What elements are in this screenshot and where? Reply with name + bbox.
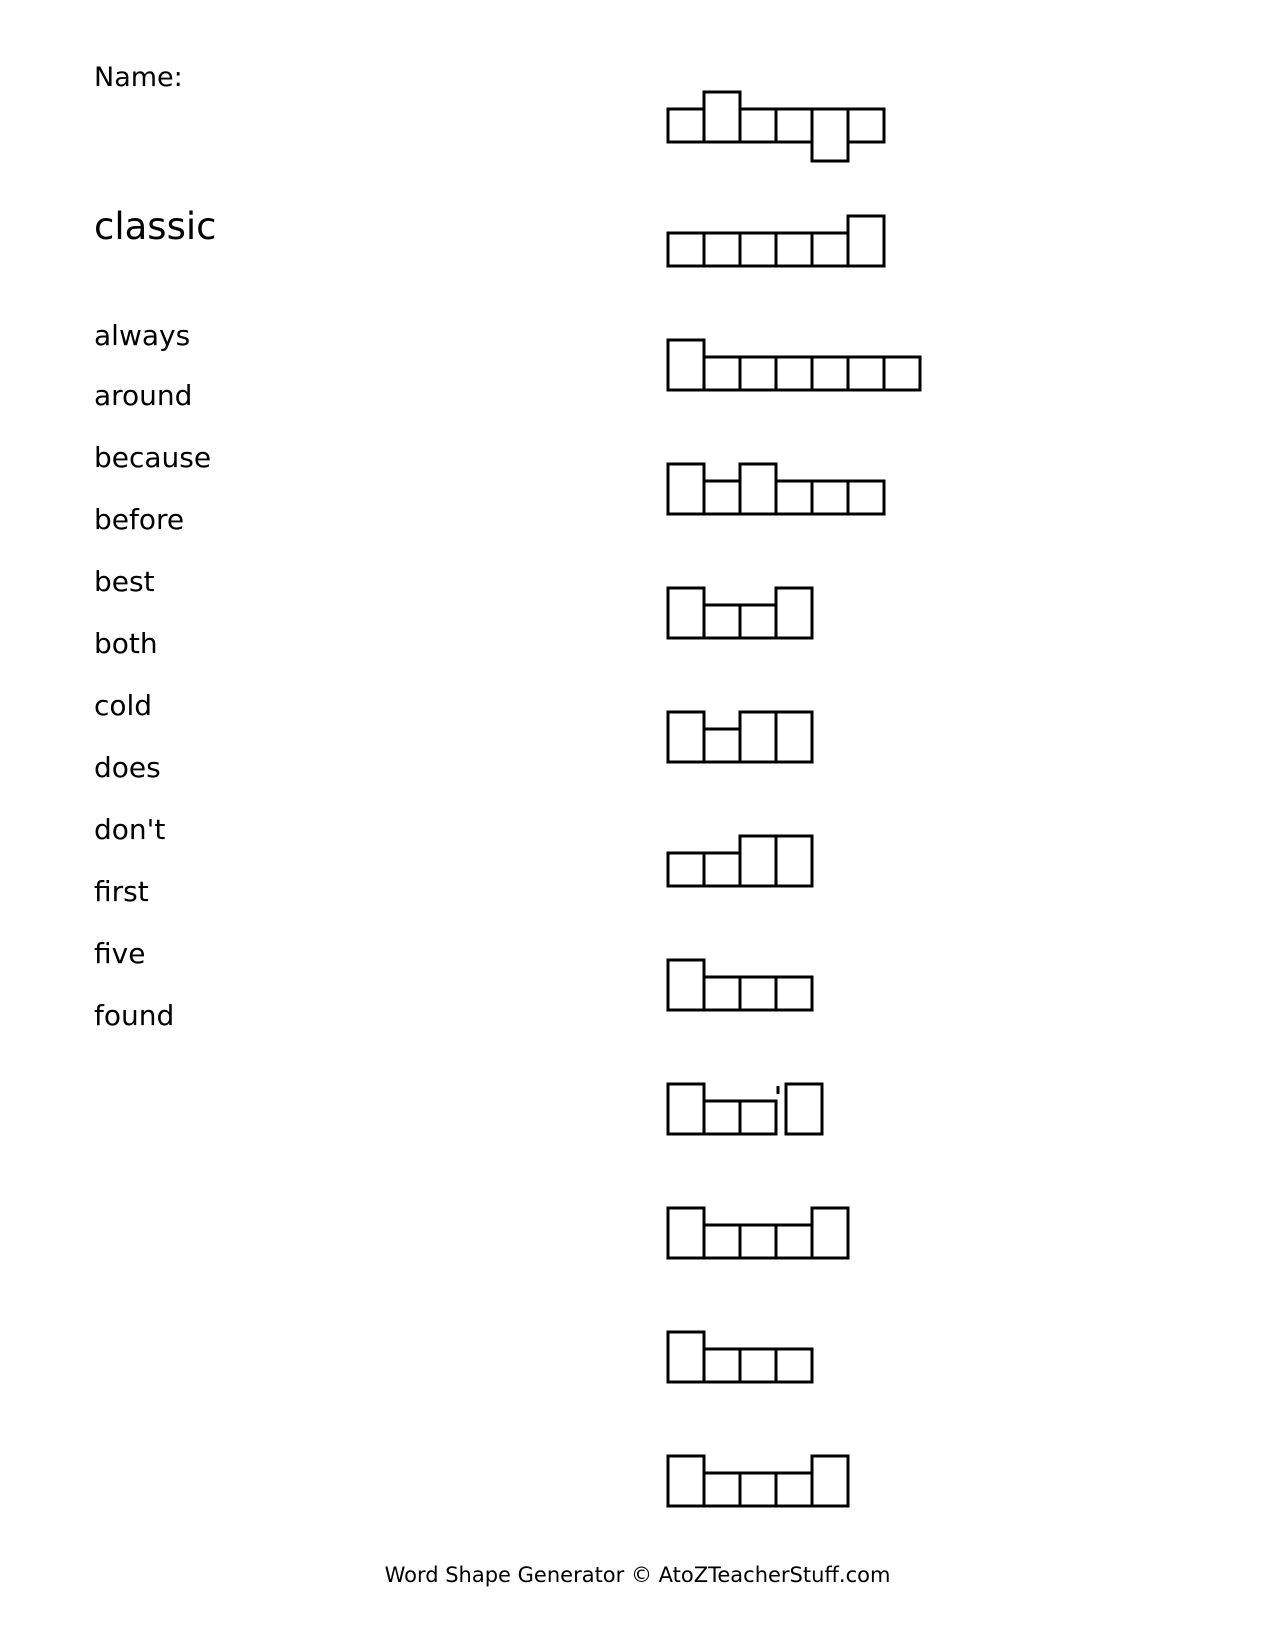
letter-box-tall bbox=[812, 1208, 848, 1258]
letter-box-short bbox=[740, 1349, 776, 1382]
letter-box-short bbox=[704, 357, 740, 390]
word-shape bbox=[668, 588, 812, 638]
letter-box-short bbox=[740, 1225, 776, 1258]
letter-box-tall bbox=[704, 92, 740, 142]
letter-box-tall bbox=[848, 216, 884, 266]
word-shape bbox=[668, 1208, 848, 1258]
letter-box-short bbox=[884, 357, 920, 390]
letter-box-short bbox=[776, 1225, 812, 1258]
letter-box-short bbox=[740, 605, 776, 638]
letter-box-short bbox=[704, 233, 740, 266]
letter-box-short bbox=[704, 1473, 740, 1506]
letter-box-tall bbox=[740, 836, 776, 886]
letter-box-short bbox=[704, 853, 740, 886]
letter-box-short bbox=[812, 233, 848, 266]
letter-box-short bbox=[704, 729, 740, 762]
word-shape bbox=[668, 1084, 822, 1134]
word-item: always bbox=[94, 319, 191, 352]
word-item: does bbox=[94, 751, 161, 784]
letter-box-tall bbox=[786, 1084, 822, 1134]
letter-box-short bbox=[704, 481, 740, 514]
word-item: around bbox=[94, 379, 193, 412]
letter-box-short bbox=[740, 1473, 776, 1506]
word-item: because bbox=[94, 441, 212, 474]
letter-box-tall bbox=[668, 1084, 704, 1134]
letter-box-tall bbox=[668, 588, 704, 638]
letter-box-short bbox=[668, 853, 704, 886]
word-item: best bbox=[94, 565, 155, 598]
letter-box-short bbox=[668, 109, 704, 142]
letter-box-short bbox=[812, 481, 848, 514]
letter-box-tall bbox=[668, 1456, 704, 1506]
word-item: before bbox=[94, 503, 185, 536]
letter-box-tall bbox=[812, 1456, 848, 1506]
letter-box-short bbox=[740, 1101, 776, 1134]
letter-box-tall bbox=[668, 712, 704, 762]
letter-box-short bbox=[704, 1225, 740, 1258]
letter-box-short bbox=[776, 977, 812, 1010]
letter-box-short bbox=[740, 977, 776, 1010]
word-item: both bbox=[94, 627, 158, 660]
letter-box-short bbox=[740, 109, 776, 142]
letter-box-short bbox=[704, 1349, 740, 1382]
letter-box-short bbox=[740, 233, 776, 266]
letter-box-tall bbox=[776, 836, 812, 886]
word-shape bbox=[668, 836, 812, 886]
letter-box-tall bbox=[776, 712, 812, 762]
word-item: found bbox=[94, 999, 175, 1032]
letter-box-tall bbox=[668, 340, 704, 390]
letter-box-short bbox=[668, 233, 704, 266]
list-title: classic bbox=[94, 205, 217, 248]
letter-box-descender bbox=[812, 109, 848, 161]
name-label: Name: bbox=[94, 62, 183, 93]
letter-box-short bbox=[776, 233, 812, 266]
letter-box-short bbox=[848, 481, 884, 514]
footer-credit: Word Shape Generator © AtoZTeacherStuff.com bbox=[384, 1563, 891, 1587]
letter-box-tall bbox=[668, 464, 704, 514]
letter-box-tall bbox=[668, 960, 704, 1010]
letter-box-short bbox=[776, 1349, 812, 1382]
letter-box-short bbox=[704, 1101, 740, 1134]
word-shape bbox=[668, 216, 884, 266]
word-shape bbox=[668, 712, 812, 762]
word-shape bbox=[668, 464, 884, 514]
word-item: five bbox=[94, 937, 146, 970]
letter-box-short bbox=[848, 357, 884, 390]
word-item: cold bbox=[94, 689, 153, 722]
letter-box-short bbox=[776, 481, 812, 514]
word-item: don't bbox=[94, 813, 166, 846]
letter-box-short bbox=[704, 977, 740, 1010]
letter-box-tall bbox=[740, 712, 776, 762]
letter-box-short bbox=[812, 357, 848, 390]
letter-box-short bbox=[848, 109, 884, 142]
word-shape bbox=[668, 960, 812, 1010]
word-shape bbox=[668, 340, 920, 390]
letter-box-tall bbox=[668, 1332, 704, 1382]
word-shape bbox=[668, 92, 884, 161]
letter-box-tall bbox=[668, 1208, 704, 1258]
letter-box-short bbox=[776, 1473, 812, 1506]
letter-box-short bbox=[704, 605, 740, 638]
letter-box-tall bbox=[776, 588, 812, 638]
letter-box-short bbox=[776, 109, 812, 142]
word-shape bbox=[668, 1332, 812, 1382]
word-item: first bbox=[94, 875, 149, 908]
letter-box-short bbox=[776, 357, 812, 390]
letter-box-short bbox=[740, 357, 776, 390]
word-shape bbox=[668, 1456, 848, 1506]
letter-box-tall bbox=[740, 464, 776, 514]
